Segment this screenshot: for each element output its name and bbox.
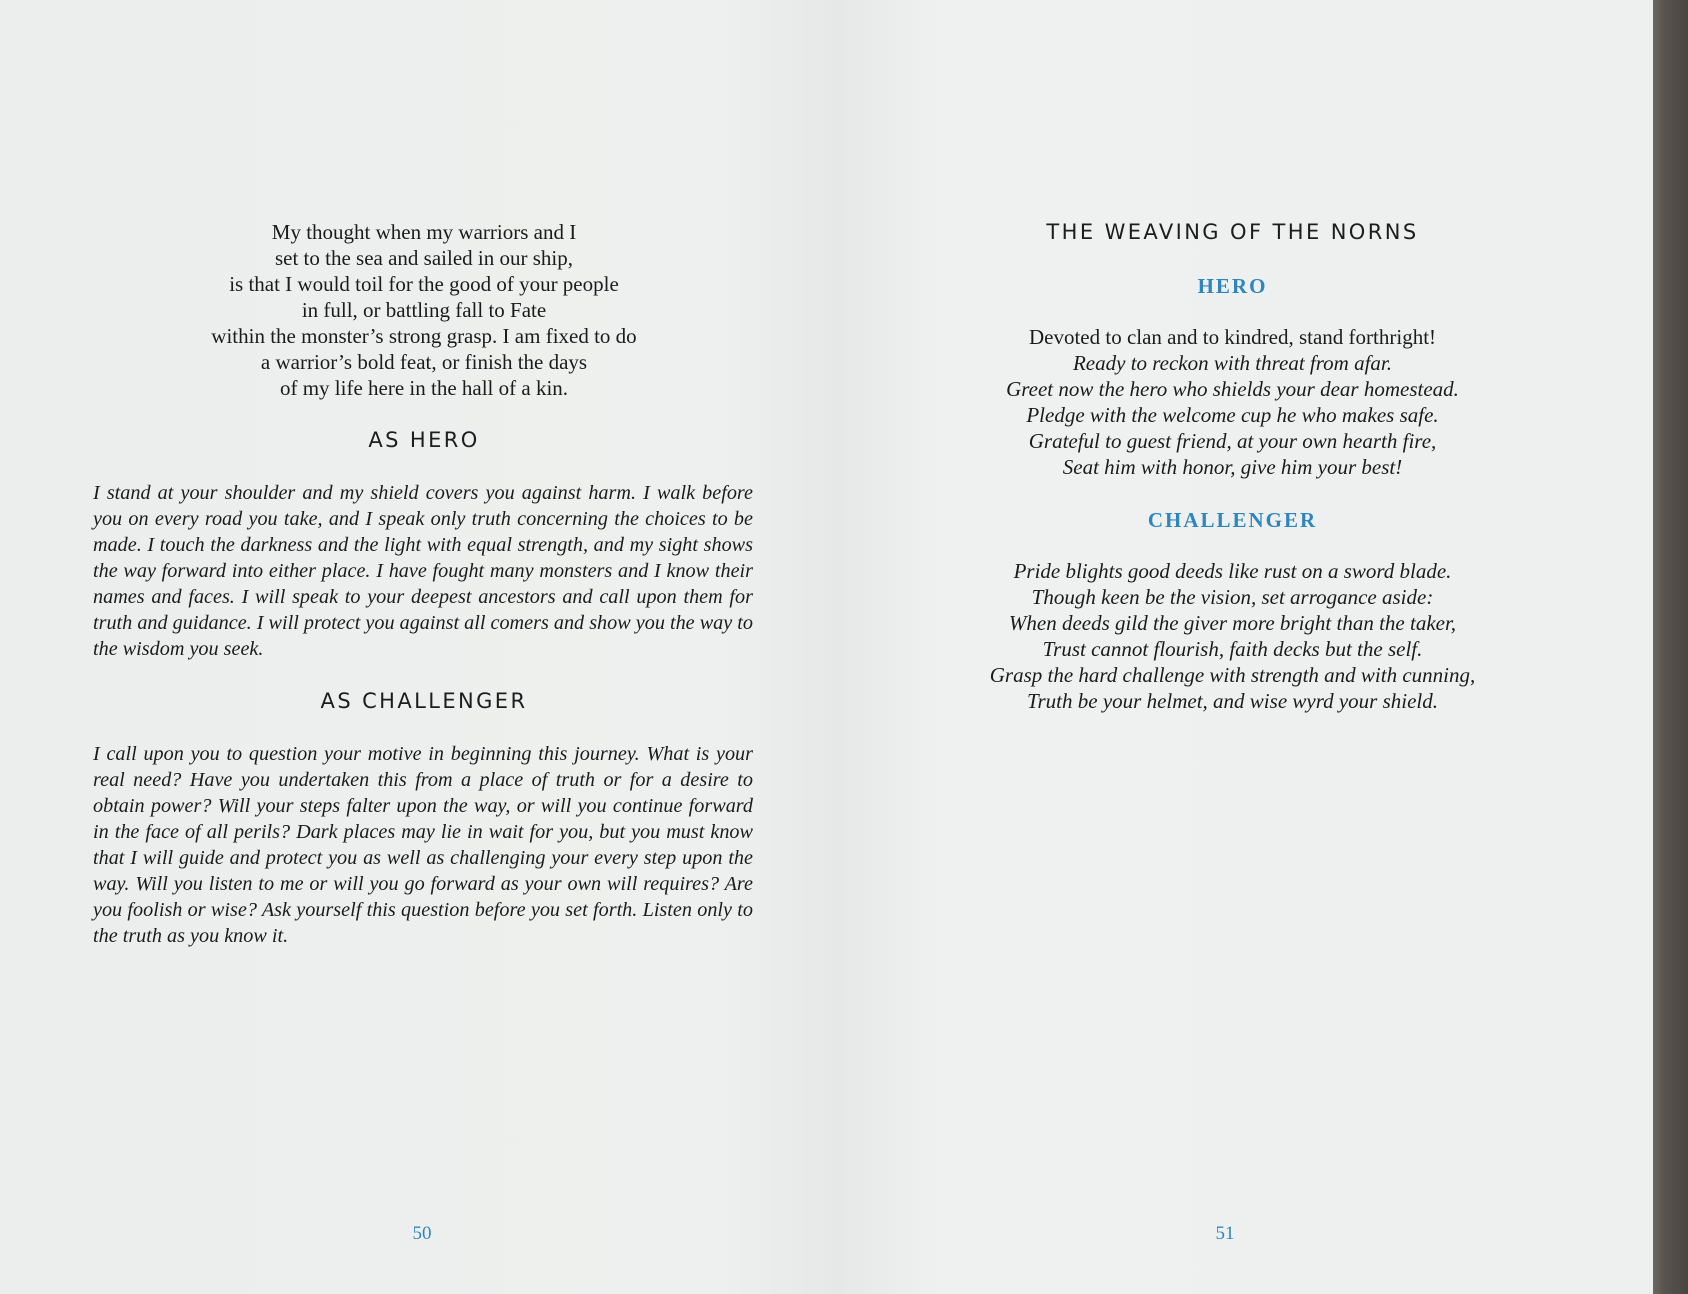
heading-as-challenger: AS CHALLENGER <box>320 689 528 713</box>
subheading-hero: HERO <box>1197 274 1268 298</box>
verse-line: within the monster’s strong grasp. I am fixed to do <box>211 324 637 348</box>
page-number-right: 51 <box>1215 1223 1235 1244</box>
verse-line: Pride blights good deeds like rust on a sword blade. <box>1013 559 1452 583</box>
right-page <box>844 0 1653 1294</box>
verse-line: Truth be your helmet, and wise wyrd your shield. <box>1026 689 1439 713</box>
verse-line: Grasp the hard challenge with strength and with cunning, <box>989 663 1476 687</box>
verse-line: in full, or battling fall to Fate <box>301 298 547 322</box>
verse-line: Seat him with honor, give him your best! <box>1062 455 1403 479</box>
challenger-verse <box>844 558 1621 714</box>
page-title: THE WEAVING OF THE NORNS <box>1046 220 1419 244</box>
verse-line: of my life here in the hall of a kin. <box>279 376 569 400</box>
opening-verse <box>90 219 758 401</box>
verse-line: set to the sea and sailed in our ship, <box>274 246 574 270</box>
hero-paragraph: I stand at your shoulder and my shield covers you against harm. I walk before you on every road you take, and I speak only truth concerning the choices to be made. I touch the darkness and the light with equal strength, and my sight shows the way forward into either place. I have fought many monsters and I know their names and faces. I will speak to your deepest ancestors and call upon them for truth and guidance. I will protect you against all comers and show you the way to the wisdom you seek. <box>93 482 753 660</box>
challenger-paragraph: I call upon you to question your motive in beginning this journey. What is your real need? Have you undertaken this from a place of truth or for a desire to obtain power? Will your steps falter upon the way, or will you continue forward in the face of all perils? Dark places may lie in wait for you, but you must know that I will guide and protect you as well as challenging your every step upon the way. Will you listen to me or will you go forward as your own will requires? Are you foolish or wise? Ask yourself this question before you set forth. Listen only to the truth as you know it. <box>93 743 753 947</box>
verse-line: Trust cannot flourish, faith decks but the self. <box>1042 637 1423 661</box>
subheading-challenger: CHALLENGER <box>1147 508 1318 532</box>
verse-line: Pledge with the welcome cup he who makes safe. <box>1026 403 1439 427</box>
verse-line: Greet now the hero who shields your dear homestead. <box>1006 377 1459 401</box>
page-number-left: 50 <box>412 1223 432 1244</box>
verse-line: Though keen be the vision, set arrogance aside: <box>1031 585 1434 609</box>
heading-as-hero: AS HERO <box>368 428 480 452</box>
verse-line: When deeds gild the giver more bright than the taker, <box>1008 611 1457 635</box>
verse-line: Devoted to clan and to kindred, stand forthright! <box>1028 325 1437 349</box>
verse-line: My thought when my warriors and I <box>271 220 577 244</box>
hero-verse <box>844 324 1621 480</box>
verse-line: Ready to reckon with threat from afar. <box>1072 351 1393 375</box>
book-cover-edge <box>1653 0 1688 1294</box>
verse-line: Grateful to guest friend, at your own hearth fire, <box>1028 429 1437 453</box>
verse-line: a warrior’s bold feat, or finish the days <box>260 350 588 374</box>
verse-line: is that I would toil for the good of your people <box>229 272 619 296</box>
